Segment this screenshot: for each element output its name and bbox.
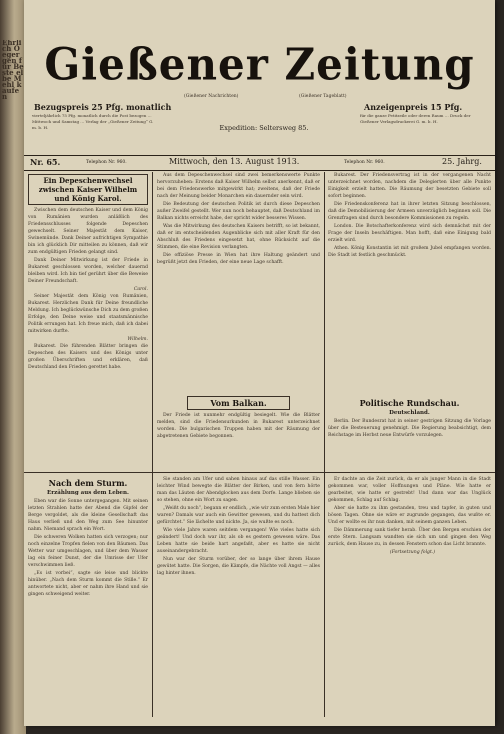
middle-column [157, 172, 320, 394]
volume-year: 25. Jahrg. [442, 157, 482, 166]
body-text: London. Die Botschafterkonferenz wird sich demnächst mit der Frage der Inseln beschäftigen. Man hofft, daß eine Einigung bald erzielt wird. [328, 224, 491, 243]
body-text: Berlin. Der Bundesrat hat in seiner gestrigen Sitzung die Vorlage über die Besteuerung genehmigt. Die Regierung beabsichtigt, dem Reichstage im Herbst neue Entwürfe vorzulegen. [328, 419, 491, 438]
body-text: Die Friedenskonferenz hat in ihrer letzten Sitzung beschlossen, daß die Demobilisierung der Armeen unverzüglich beginnen soll. Die Grenzfragen sind durch besondere Kommissionen zu regeln. [328, 202, 491, 221]
column-rule [324, 172, 325, 717]
body-text: Was die Mitwirkung des deutschen Kaisers betrifft, so ist bekannt, daß er im entscheidenden Augenblicke sich mit aller Kraft für den Abschluß des Friedens eingesetzt hat, ohne Rücksicht auf die Stimmen, die eine Revision verlangten. [157, 224, 320, 250]
phone-left: Telephon Nr. 960. [86, 160, 127, 165]
signature: Wilhelm. [127, 337, 148, 342]
price-right: Anzeigenpreis 15 Pfg. [364, 102, 463, 112]
strip-text: Ehrlich Oeger gen für Beste elbe Mehl kaufen [2, 40, 24, 100]
issue-date: Mittwoch, den 13. August 1913. [169, 157, 300, 166]
body-text: Die Dämmerung sank tiefer herab. Über den Bergen erschien der erste Stern. Langsam wandten sie sich um und gingen den Weg zurück, dem Hause zu, in dessen Fenstern schon das Licht brannte. [328, 528, 491, 547]
newspaper-page [24, 0, 495, 726]
feuilleton-headline: Nach dem Sturm. [48, 478, 128, 488]
body-text: Die offiziöse Presse in Wien hat ihre Haltung geändert und begrüßt jetzt den Frieden, der eine neue Lage schafft. [157, 253, 320, 265]
masthead-left-notes: vierteljährlich 75 Pfg. monatlich durch die Post bezogen … Mittwoch und Samstag … Verlag der „Gießener Zeitung“ G. m. b. H. [32, 113, 154, 130]
body-text: „Weißt du noch“, begann er endlich, „wie wir zum ersten Male hier waren? Damals war auch ein Gewitter gewesen, und du hattest dich gefürchtet.“ Sie lächelte und nickte. Ja, sie wußte es noch. [157, 506, 320, 525]
body-text: Sie standen am Ufer und sahen hinaus auf das stille Wasser. Ein leichter Wind bewegte die Blätter der Birken, und von fern hörte man das Läuten der Abendglocken aus dem Dorfe. Lange blieben sie so stehen, ohne ein Wort zu sagen. [157, 477, 320, 503]
right-column [328, 172, 491, 394]
balkan-section [157, 396, 320, 470]
issue-number: Nr. 65. [30, 157, 61, 167]
body-text: Die Bedeutung der deutschen Politik ist durch diese Depeschen außer Zweifel gestellt. Wer nun noch behauptet, daß Deutschland im Balkan nichts erreicht habe, der spricht wider besseres Wissen. [157, 202, 320, 221]
feuilleton-continued-right [328, 476, 491, 721]
body-text: Zwischen dem deutschen Kaiser und dem König von Rumänien wurden anläßlich des Friedensschlusses folgende Depeschen gewechselt. Seiner Majestät dem Kaiser, Swinemünde. Dank Deiner aufrichtigen Sympathie bin ich glücklich Dir mitteilen zu können, daß wir zum endgültigen Frieden gelangt sind. [28, 208, 148, 255]
body-text: Dank Deiner Mitwirkung ist der Friede in Bukarest geschlossen worden, welcher dauernd bleiben wird. Ich bin tief gerührt über die Beweise Deiner Freundschaft. [28, 258, 148, 284]
body-text: Eben war die Sonne untergegangen. Mit seinen letzten Strahlen hatte der Abend die Gipfel der Berge vergoldet, als die kleine Gesellschaft das Haus verließ und den Weg zum See hinunter nahm. Niemand sprach ein Wort. [28, 499, 148, 532]
adjacent-page-strip [0, 0, 26, 734]
telegram-headline: Ein Depeschenwechsel zwischen Kaiser Wilhelm und König Karol. [28, 174, 148, 205]
body-text: Athen. König Konstantin ist mit großem Jubel empfangen worden. Die Stadt ist festlich geschmückt. [328, 246, 491, 258]
body-text: Aber sie hatte zu ihm gestanden, treu und tapfer, in guten und bösen Tagen. Ohne sie wäre er zugrunde gegangen, das wußte er. Und er wollte es ihr nun danken, mit seinem ganzen Leben. [328, 506, 491, 525]
subtitle-left: (Gießener Nachrichten) [184, 94, 239, 99]
body-text: Seiner Majestät dem König von Rumänien, Bukarest. Herzlichen Dank für Deine freundliche Meldung. Ich beglückwünsche Dich zu dem großen Erfolge, den Deine weise und staatsmännische Politik errungen hat. Ich freue mich, daß ich dabei mitwirken durfte. [28, 294, 148, 334]
subtitle-right: (Gießener Tageblatt) [299, 94, 347, 99]
telegram-column [28, 172, 148, 468]
expedition-address: Expedition: Seltersweg 85. [219, 124, 309, 132]
rundschau-headline: Politische Rundschau. [359, 398, 460, 408]
masthead-title: Gießener Zeitung [44, 38, 475, 91]
phone-right: Telephon Nr. 960. [344, 160, 385, 165]
rundschau-section [328, 396, 491, 470]
feuilleton-continued-middle [157, 476, 320, 721]
section-rule [24, 472, 152, 473]
body-text: Er dachte an die Zeit zurück, da er als junger Mann in die Stadt gekommen war, voller Hoffnungen und Pläne. Wie hatte er gearbeitet, wie hatte er gestrebt! Und dann war das Unglück gekommen, Schlag auf Schlag. [328, 477, 491, 503]
price-left: Bezugspreis 25 Pfg. monatlich [34, 102, 172, 112]
body-text: Bukarest. Die führenden Blätter bringen die Depeschen des Kaisers und des Königs unter großen Überschriften und erklären, daß Deutschland den Frieden gerettet habe. [28, 344, 148, 370]
dateline [24, 155, 495, 171]
column-rule [152, 172, 153, 717]
masthead [24, 40, 495, 110]
section-rule [152, 472, 495, 473]
masthead-right-notes: für die ganze Petitzeile oder deren Raum … Druck der Gießener Verlagsdruckerei G. m. b. H. [360, 113, 471, 124]
balkan-headline: Vom Balkan. [187, 396, 290, 410]
rundschau-subtitle: Deutschland. [389, 410, 430, 416]
body-text: Die schweren Wolken hatten sich verzogen; nur noch einzelne Tropfen fielen von den Bäumen. Das Wetter war umgeschlagen, und über dem Wasser lag ein feiner Dunst, der die Umrisse der Ufer verschwimmen ließ. [28, 535, 148, 568]
signature: Carol. [133, 287, 148, 292]
feuilleton-column [28, 476, 148, 721]
body-text: Wie viele Jahre waren seitdem vergangen! Wie vieles hatte sich geändert! Und doch war ihr, als ob es gestern gewesen wäre. Das Leben hatte sie beide hart angefaßt, aber es hatte sie nicht auseinandergebracht. [157, 528, 320, 554]
body-text: „Es ist vorbei“, sagte sie leise und blickte hinüber. „Nach dem Sturm kommt die Stille.“ Er antwortete nicht, aber er nahm ihre Hand und sie gingen schweigend weiter. [28, 571, 148, 597]
body-text: Der Friede ist nunmehr endgültig besiegelt. Wie die Blätter melden, sind die Friedensurkunden in Bukarest unterzeichnet worden. Die bulgarischen Truppen haben mit der Räumung der abgetretenen Gebiete begonnen. [157, 413, 320, 439]
continued-note: (Fortsetzung folgt.) [389, 550, 436, 555]
body-text: Bukarest. Der Friedensvertrag ist in der vergangenen Nacht unterzeichnet worden, nachdem die Delegierten über alle Punkte Einigkeit erzielt hatten. Die Räumung der besetzten Gebiete soll sofort beginnen. [328, 173, 491, 199]
feuilleton-subtitle: Erzählung aus dem Leben. [47, 490, 129, 496]
body-text: Aus dem Depeschenwechsel sind zwei bemerkenswerte Punkte hervorzuheben: Erstens daß Kaiser Wilhelm selbst anerkennt, daß er bei dem Friedenswerke mitgewirkt hat; zweitens, daß der Friede nach der Meinung beider Monarchen ein dauernder sein wird. [157, 173, 320, 199]
body-text: Nun war der Sturm vorüber, der so lange über ihrem Hause gewütet hatte. Die Sorgen, die Kämpfe, die Nächte voll Angst — alles lag hinter ihnen. [157, 557, 320, 576]
